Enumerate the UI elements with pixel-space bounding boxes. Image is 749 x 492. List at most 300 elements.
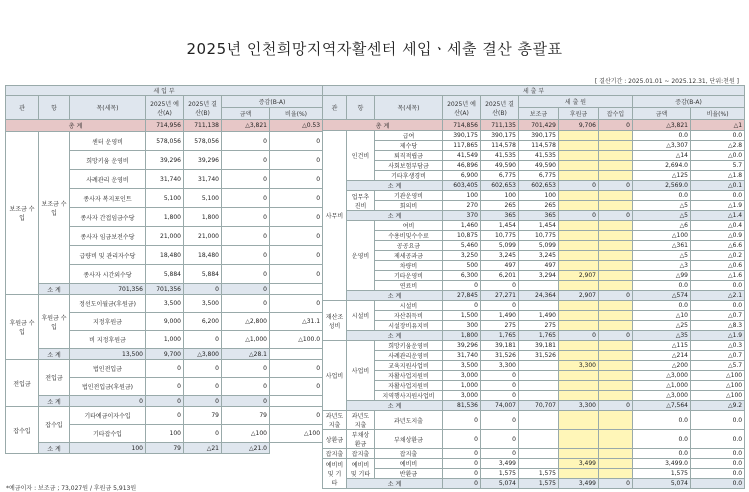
huwon-value — [559, 321, 599, 331]
mok-label: 제세공과금 — [375, 251, 443, 261]
japsu-value — [599, 351, 633, 361]
table-row — [323, 311, 745, 321]
table-row — [323, 459, 745, 469]
total-budget: 714,956 — [146, 120, 184, 132]
expenditure-table-panel — [322, 85, 744, 489]
mok-label: 회의비 — [375, 201, 443, 211]
subtotal-actual: 79 — [146, 443, 184, 454]
diff-ratio: 0 — [270, 246, 323, 265]
bojo-value — [519, 430, 559, 449]
subtotal-row — [6, 443, 323, 454]
actual-value: 0 — [481, 281, 519, 291]
diff-ratio: △0.4 — [691, 221, 745, 231]
bojo-value: 5,099 — [519, 241, 559, 251]
subtotal-ratio: △28.1 — [222, 349, 270, 360]
mok-label: 지역행사지원사업비 — [375, 391, 443, 401]
budget-value: 3,500 — [443, 361, 481, 371]
huwon-value — [559, 251, 599, 261]
japsu-value — [599, 191, 633, 201]
total-row — [323, 120, 745, 131]
huwon-value — [559, 241, 599, 251]
bojo-value: 6,775 — [519, 171, 559, 181]
table-row — [323, 361, 745, 371]
total-huwon: 9,706 — [559, 120, 599, 131]
table-row — [323, 171, 745, 181]
actual-value: 1,454 — [481, 221, 519, 231]
budget-value: 18,480 — [146, 246, 184, 265]
actual-value: 3,500 — [184, 295, 222, 313]
budget-value: 0 — [146, 360, 184, 378]
diff-amount: △361 — [633, 241, 691, 251]
diff-amount: △214 — [633, 351, 691, 361]
japsu-value — [599, 271, 633, 281]
total-ratio: △0.53 — [270, 120, 323, 132]
gwan-label: 사무비 — [323, 131, 347, 301]
diff-amount: 0 — [222, 378, 270, 396]
col-gwan: 관 — [6, 96, 39, 120]
diff-ratio: △6.6 — [691, 241, 745, 251]
japsu-value — [599, 281, 633, 291]
actual-value: 0 — [481, 391, 519, 401]
bojo-value: 100 — [519, 191, 559, 201]
japsu-value — [599, 311, 633, 321]
subtotal-huwon: 2,907 — [559, 291, 599, 301]
mok-label: 수용비및수수료 — [375, 231, 443, 241]
total-bojo: 701,429 — [519, 120, 559, 131]
gwan-label: 예비비 및 기타 — [323, 459, 347, 489]
diff-ratio: 0.0 — [691, 411, 745, 430]
diff-amount: △100 — [633, 231, 691, 241]
diff-ratio: △1.9 — [691, 201, 745, 211]
diff-ratio: △100 — [691, 381, 745, 391]
actual-value: 6,200 — [184, 313, 222, 331]
actual-value: 49,590 — [481, 161, 519, 171]
diff-amount: 0 — [222, 246, 270, 265]
budget-value: 1,500 — [443, 311, 481, 321]
subtotal-amount: △21 — [184, 443, 222, 454]
diff-ratio: △0.0 — [691, 151, 745, 161]
subtotal-actual: 602,653 — [481, 181, 519, 191]
mok-label: 센터 운영비 — [70, 132, 146, 151]
subtotal-huwon: 3,499 — [559, 479, 599, 489]
budget-value: 10,875 — [443, 231, 481, 241]
diff-ratio: 0.0 — [691, 449, 745, 459]
hang-label: 보조금 수입 — [39, 132, 70, 284]
budget-value: 3,000 — [443, 371, 481, 381]
bojo-value: 497 — [519, 261, 559, 271]
mok-label: 종사자 복지포인트 — [70, 189, 146, 208]
subtotal-amount: 0 — [184, 396, 222, 407]
subtotal-label: 소 계 — [347, 181, 443, 191]
subtotal-budget: 370 — [443, 211, 481, 221]
diff-amount: 0 — [222, 360, 270, 378]
bojo-value — [519, 301, 559, 311]
actual-value: 39,181 — [481, 341, 519, 351]
actual-value: 1,800 — [184, 208, 222, 227]
col-budget: 2025년 예산(A) — [443, 96, 481, 120]
japsu-value — [599, 261, 633, 271]
subtotal-ratio: △0.1 — [691, 181, 745, 191]
subtotal-label: 소 계 — [347, 479, 443, 489]
huwon-value — [559, 351, 599, 361]
diff-ratio: 5.7 — [691, 161, 745, 171]
bojo-value — [519, 459, 559, 469]
gwan-label: 재산조성비 — [323, 301, 347, 341]
bojo-value: 31,526 — [519, 351, 559, 361]
col-diff: 증감(B-A) — [222, 96, 323, 108]
actual-value: 79 — [184, 407, 222, 425]
diff-ratio: 0 — [270, 407, 323, 425]
total-amount: △3,821 — [633, 120, 691, 131]
diff-ratio: 0.0 — [691, 281, 745, 291]
table-row — [323, 221, 745, 231]
table-row — [323, 251, 745, 261]
budget-value: 500 — [443, 261, 481, 271]
hang-label: 업무추진비 — [347, 191, 375, 211]
diff-amount: △5 — [633, 201, 691, 211]
subtotal-amount: △35 — [633, 331, 691, 341]
mok-label: 사례관리운영비 — [375, 351, 443, 361]
table-row — [323, 161, 745, 171]
actual-value: 0 — [481, 411, 519, 430]
subtotal-amount: △5 — [633, 211, 691, 221]
table-row — [323, 371, 745, 381]
actual-value: 0 — [184, 425, 222, 443]
diff-amount: △99 — [633, 271, 691, 281]
subtotal-amount: 5,074 — [633, 479, 691, 489]
japsu-value — [599, 321, 633, 331]
col-bojo: 보조금 — [519, 108, 559, 120]
table-row — [6, 360, 323, 378]
budget-value: 21,000 — [146, 227, 184, 246]
hang-label: 부채상환금 — [347, 430, 375, 449]
mok-label: 자산취득비 — [375, 311, 443, 321]
bojo-value: 39,181 — [519, 341, 559, 351]
table-row — [323, 321, 745, 331]
budget-value: 100 — [443, 191, 481, 201]
japsu-value — [599, 469, 633, 479]
actual-value: 497 — [481, 261, 519, 271]
actual-value: 1,490 — [481, 311, 519, 321]
budget-value: 39,296 — [146, 151, 184, 170]
budget-value: 3,000 — [443, 391, 481, 401]
huwon-value — [559, 141, 599, 151]
budget-value: 0 — [443, 459, 481, 469]
subtotal-budget: 1,800 — [443, 331, 481, 341]
table-row — [323, 351, 745, 361]
table-row — [323, 131, 745, 141]
table-row — [323, 469, 745, 479]
budget-value: 31,740 — [146, 170, 184, 189]
actual-value: 0 — [184, 378, 222, 396]
mok-label: 희망키움 운영비 — [70, 151, 146, 170]
hang-label: 사업비 — [347, 341, 375, 401]
subtotal-japsu: 0 — [599, 291, 633, 301]
diff-ratio: 0 — [270, 227, 323, 246]
bojo-value: 3,294 — [519, 271, 559, 281]
diff-ratio: 0 — [270, 132, 323, 151]
diff-amount: 1,575 — [633, 469, 691, 479]
mok-label: 제수당 — [375, 141, 443, 151]
actual-value: 1,575 — [481, 469, 519, 479]
diff-amount: △3 — [633, 261, 691, 271]
gwan-label: 잡수입 — [6, 407, 39, 454]
bojo-value: 265 — [519, 201, 559, 211]
budget-value: 3,250 — [443, 251, 481, 261]
budget-value: 5,884 — [146, 265, 184, 284]
japsu-value — [599, 341, 633, 351]
subtotal-budget: 0 — [443, 479, 481, 489]
japsu-value — [599, 221, 633, 231]
mok-label: 여비 — [375, 221, 443, 231]
bojo-value — [519, 361, 559, 371]
table-row — [323, 231, 745, 241]
expenditure-table — [322, 85, 745, 489]
japsu-value — [599, 411, 633, 430]
bojo-value: 114,578 — [519, 141, 559, 151]
japsu-value — [599, 301, 633, 311]
col-gwan: 관 — [323, 96, 347, 120]
huwon-value — [559, 449, 599, 459]
huwon-value — [559, 151, 599, 161]
actual-value: 114,578 — [481, 141, 519, 151]
col-diff: 증감(B-A) — [633, 96, 745, 108]
mok-label: 희망키움운영비 — [375, 341, 443, 351]
mok-label: 사회보험부담금 — [375, 161, 443, 171]
subtotal-row — [323, 181, 745, 191]
japsu-value — [599, 161, 633, 171]
subtotal-budget: 603,405 — [443, 181, 481, 191]
actual-value: 6,775 — [481, 171, 519, 181]
subtotal-bojo: 602,653 — [519, 181, 559, 191]
total-actual: 711,138 — [184, 120, 222, 132]
huwon-value — [559, 131, 599, 141]
mok-label: 지정후원금 — [70, 313, 146, 331]
diff-ratio: △0.3 — [691, 341, 745, 351]
mok-label: 종사자 시간외수당 — [70, 265, 146, 284]
col-budget: 2025년 예산(A) — [146, 96, 184, 120]
mok-label: 교육지원사업비 — [375, 361, 443, 371]
japsu-value — [599, 449, 633, 459]
subtotal-huwon: 3,300 — [559, 401, 599, 411]
bojo-value: 275 — [519, 321, 559, 331]
mok-label: 잡지출 — [375, 449, 443, 459]
budget-value: 0 — [443, 430, 481, 449]
japsu-value — [599, 231, 633, 241]
gwan-label: 사업비 — [323, 341, 347, 411]
budget-value: 117,865 — [443, 141, 481, 151]
subtotal-amount: △3,800 — [184, 349, 222, 360]
bojo-value: 49,590 — [519, 161, 559, 171]
bojo-value — [519, 411, 559, 430]
subtotal-actual: 74,007 — [481, 401, 519, 411]
diff-amount: 0.0 — [633, 191, 691, 201]
period-note: [ 결산기간 : 2025.01.01 ~ 2025.12.31, 단위:천원 ] — [594, 78, 739, 85]
actual-value: 3,245 — [481, 251, 519, 261]
diff-ratio: △0.7 — [691, 311, 745, 321]
japsu-value — [599, 141, 633, 151]
bojo-value — [519, 381, 559, 391]
mok-label: 기타후생경비 — [375, 171, 443, 181]
total-amount: △3,821 — [222, 120, 270, 132]
actual-value: 275 — [481, 321, 519, 331]
bojo-value: 10,775 — [519, 231, 559, 241]
diff-amount: 79 — [222, 407, 270, 425]
hang-label: 인건비 — [347, 131, 375, 181]
table-row — [323, 301, 745, 311]
gwan-label: 보조금 수입 — [6, 132, 39, 295]
actual-value: 0 — [481, 301, 519, 311]
budget-value: 0 — [146, 407, 184, 425]
bojo-value: 390,175 — [519, 131, 559, 141]
japsu-value — [599, 371, 633, 381]
bojo-value — [519, 391, 559, 401]
diff-ratio: 0.0 — [691, 191, 745, 201]
col-spend-source: 세 출 원 — [519, 96, 633, 108]
diff-amount: 0 — [222, 208, 270, 227]
huwon-value — [559, 161, 599, 171]
subtotal-budget: 100 — [70, 443, 146, 454]
subtotal-row — [6, 396, 323, 407]
actual-value: 0 — [481, 381, 519, 391]
mok-label: 자활사업지원비 — [375, 381, 443, 391]
subtotal-ratio: △1.4 — [691, 211, 745, 221]
diff-ratio: △0.2 — [691, 251, 745, 261]
hang-label: 잡수입 — [39, 407, 70, 443]
subtotal-label: 소 계 — [39, 443, 70, 454]
mok-label: 자활사업지원비 — [375, 371, 443, 381]
total-ratio: △1 — [691, 120, 745, 131]
table-row — [323, 151, 745, 161]
actual-value: 39,296 — [184, 151, 222, 170]
budget-value: 1,000 — [146, 331, 184, 349]
budget-value: 1,000 — [443, 381, 481, 391]
col-huwon: 후원금 — [559, 108, 599, 120]
diff-amount: 0 — [222, 189, 270, 208]
mok-label: 법인전입금(후원금) — [70, 378, 146, 396]
table-row — [6, 295, 323, 313]
subtotal-label: 소 계 — [347, 401, 443, 411]
diff-amount: △3,000 — [633, 371, 691, 381]
japsu-value — [599, 459, 633, 469]
hang-label: 운영비 — [347, 221, 375, 291]
page-title: 2025년 인천희망지역자활센터 세입ㆍ세출 결산 총괄표 — [186, 40, 563, 58]
actual-value: 31,740 — [184, 170, 222, 189]
mok-label: 예비비 — [375, 459, 443, 469]
total-label: 총 계 — [6, 120, 146, 132]
col-hang: 항 — [39, 96, 70, 120]
huwon-value — [559, 281, 599, 291]
actual-value: 390,175 — [481, 131, 519, 141]
huwon-value — [559, 171, 599, 181]
diff-ratio: △100 — [691, 371, 745, 381]
budget-value: 0 — [443, 469, 481, 479]
mok-label: 종사자 임금보전수당 — [70, 227, 146, 246]
subtotal-ratio: △21.0 — [222, 443, 270, 454]
subtotal-actual: 27,271 — [481, 291, 519, 301]
huwon-value — [559, 430, 599, 449]
diff-ratio: 0.0 — [691, 430, 745, 449]
subtotal-bojo: 1,765 — [519, 331, 559, 341]
diff-amount: △25 — [633, 321, 691, 331]
mok-label: 과년도지출 — [375, 411, 443, 430]
mok-label: 종사자 간접임금수당 — [70, 208, 146, 227]
budget-value: 5,460 — [443, 241, 481, 251]
huwon-value: 3,300 — [559, 361, 599, 371]
col-japsu: 잡수입 — [599, 108, 633, 120]
subtotal-row — [323, 479, 745, 489]
table-row — [323, 411, 745, 430]
mok-label: 퇴직적립금 — [375, 151, 443, 161]
diff-ratio: △31.1 — [270, 313, 323, 331]
table-row — [323, 430, 745, 449]
budget-value: 300 — [443, 321, 481, 331]
total-row — [6, 120, 323, 132]
gwan-label: 과년도지출 — [323, 411, 347, 430]
diff-amount: 0.0 — [633, 430, 691, 449]
table-row — [323, 449, 745, 459]
subtotal-label: 소 계 — [39, 396, 70, 407]
huwon-value — [559, 341, 599, 351]
diff-ratio: 0 — [270, 378, 323, 396]
budget-value: 578,056 — [146, 132, 184, 151]
table-row — [323, 341, 745, 351]
diff-ratio: △0.9 — [691, 231, 745, 241]
col-mok: 목(세목) — [375, 96, 443, 120]
huwon-value — [559, 469, 599, 479]
hang-label: 과년도지출 — [347, 411, 375, 430]
japsu-value — [599, 241, 633, 251]
budget-value: 6,900 — [443, 171, 481, 181]
diff-ratio: 0.0 — [691, 459, 745, 469]
gwan-label: 전입금 — [6, 360, 39, 407]
diff-amount: △3,307 — [633, 141, 691, 151]
diff-ratio: △2.8 — [691, 141, 745, 151]
japsu-value — [599, 391, 633, 401]
diff-amount: △6 — [633, 221, 691, 231]
subtotal-bojo: 1,575 — [519, 479, 559, 489]
subtotal-actual: 365 — [481, 211, 519, 221]
budget-value: 270 — [443, 201, 481, 211]
actual-value: 100 — [481, 191, 519, 201]
budget-value: 100 — [146, 425, 184, 443]
subtotal-amount: △7,564 — [633, 401, 691, 411]
diff-amount: 0.0 — [633, 301, 691, 311]
diff-amount: 0 — [222, 227, 270, 246]
actual-value: 6,201 — [481, 271, 519, 281]
total-label: 총 계 — [323, 120, 443, 131]
actual-value: 0 — [184, 331, 222, 349]
subtotal-actual: 5,074 — [481, 479, 519, 489]
huwon-value — [559, 311, 599, 321]
subtotal-japsu: 0 — [599, 401, 633, 411]
actual-value: 18,480 — [184, 246, 222, 265]
budget-value: 1,460 — [443, 221, 481, 231]
budget-value: 0 — [443, 411, 481, 430]
mok-label: 기타예금이자수입 — [70, 407, 146, 425]
table-row — [6, 407, 323, 425]
subtotal-japsu: 0 — [599, 479, 633, 489]
huwon-value — [559, 221, 599, 231]
diff-amount: △200 — [633, 361, 691, 371]
budget-value: 39,296 — [443, 341, 481, 351]
hang-label: 후원금 수입 — [39, 295, 70, 349]
budget-value: 31,740 — [443, 351, 481, 361]
huwon-value — [559, 371, 599, 381]
diff-amount: 0.0 — [633, 449, 691, 459]
mok-label: 기관운영비 — [375, 191, 443, 201]
bojo-value — [519, 371, 559, 381]
